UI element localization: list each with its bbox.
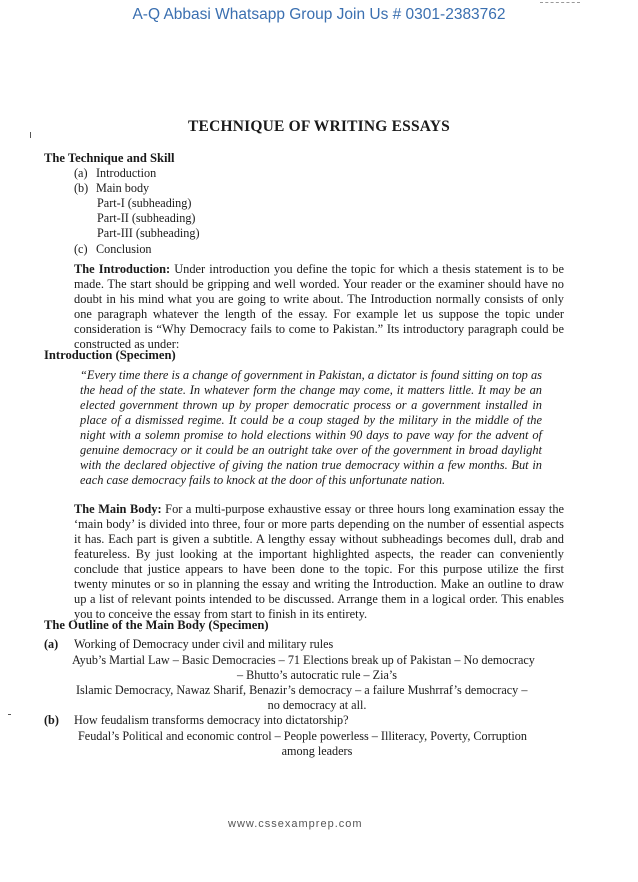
outline-heading: The Outline of the Main Body (Specimen)	[44, 618, 269, 632]
introduction-lead: The Introduction:	[74, 262, 171, 276]
list-text: Introduction	[96, 166, 157, 180]
scan-mark	[30, 132, 33, 138]
list-item	[97, 226, 200, 240]
introduction-text: Under introduction you define the topic for which a thesis statement is to be made. The start should be gripping and well worded. Your reader or the examiner should have no doubt in his mind what you are going to write about. The Introduction normally consists of only one paragraph whatever the length of the essay. For example let us suppose the topic under consideration is “Why Democracy fails to come to Pakistan.” Its introductory paragraph could be constructed as under:	[74, 262, 564, 351]
list-text: Part-I (subheading)	[97, 196, 192, 210]
list-text: Main body	[96, 181, 150, 195]
list-text: Conclusion	[96, 242, 152, 256]
list-label: (b)	[74, 181, 89, 195]
scan-mark	[540, 2, 580, 3]
outline-item-b	[44, 713, 348, 727]
outline-line: among leaders	[281, 744, 353, 758]
outline-line: Islamic Democracy, Nawaz Sharif, Benazir’s democracy – a failure Mushrraf’s democracy –	[76, 683, 528, 697]
technique-heading: The Technique and Skill	[44, 151, 175, 165]
main-body-text: For a multi-purpose exhaustive essay or three hours long examination essay the ‘main body’ is divided into three, four or more parts depending on the number of essential aspects it has. Each part is given a subtitle. A lengthy essay without subheadings becomes dull, drab and featureless. By just looking at the important highlighted aspects, the reader can conveniently conclude that justice appears to have been done to the topic. For this purpose utilize the first twenty minutes or so in planning the essay and writing the Introduction. Make an outline to draw up a list of relevant points intended to be discussed. Arrange them in a logical order. This enables you to conceive the essay from start to finish in its entirety.	[74, 502, 565, 621]
outline-line: Ayub’s Martial Law – Basic Democracies – 71 Elections break up of Pakistan – No democracy	[72, 653, 535, 667]
list-item	[97, 211, 195, 225]
outline-line: – Bhutto’s autocratic rule – Zia’s	[236, 668, 398, 682]
outline-label-b: (b)	[44, 713, 59, 727]
outline-line: Feudal’s Political and economic control – People powerless – Illiteracy, Poverty, Corruption	[78, 729, 527, 743]
list-text: Part-II (subheading)	[97, 211, 196, 225]
outline-label-a: (a)	[44, 637, 59, 651]
introduction-specimen-heading: Introduction (Specimen)	[44, 348, 176, 362]
list-item	[97, 196, 191, 210]
introduction-specimen-quote: “Every time there is a change of government in Pakistan, a dictator is found sitting on top as the head of the state. In whatever form the change may come, it matters little. It may be an elected government thrown up by proper democratic process or a government installed in place of a dismissed regime. It could be a coup staged by the military in the middle of the night with a solemn promise to hold elections within 90 days to pave way for the advent of genuine democracy or it could be an outright take over of the government in broad daylight with the declared objective of giving the nation true democracy within a few months. But in each case democracy fails to knock at the door of this unfortunate nation.	[80, 368, 542, 487]
list-item	[74, 166, 156, 180]
scan-mark	[8, 714, 11, 716]
outline-line: no democracy at all.	[267, 698, 367, 712]
introduction-paragraph	[74, 262, 564, 352]
list-label: (c)	[74, 242, 88, 256]
main-body-paragraph	[74, 502, 564, 622]
outline-text-b: How feudalism transforms democracy into dictatorship?	[74, 713, 349, 727]
header-banner: A-Q Abbasi Whatsapp Group Join Us # 0301-2383762	[132, 6, 506, 23]
outline-text-a: Working of Democracy under civil and military rules	[74, 637, 334, 651]
list-item	[74, 181, 149, 195]
page-title: TECHNIQUE OF WRITING ESSAYS	[188, 118, 450, 135]
list-label: (a)	[74, 166, 88, 180]
list-item	[74, 242, 152, 256]
list-text: Part-III (subheading)	[97, 226, 200, 240]
footer-website: www.cssexamprep.com	[228, 818, 363, 830]
main-body-lead: The Main Body:	[74, 502, 162, 516]
outline-item-a	[44, 637, 333, 651]
